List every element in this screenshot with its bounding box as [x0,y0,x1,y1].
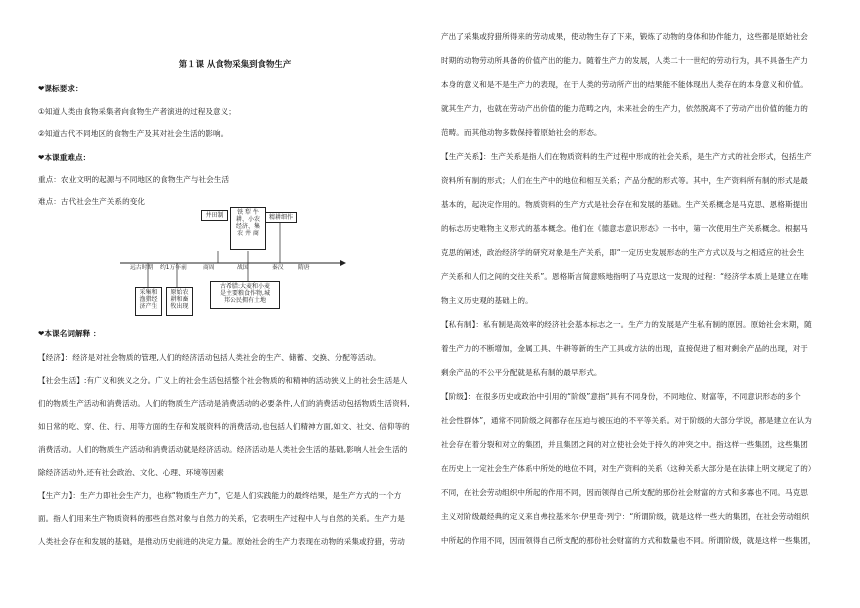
body-line: 【私有制】：私有制是高效率的经济社会基本标志之一。生产力的发展是产生私有制的原因。原始社会末期，随 [441,320,812,329]
body-line: 物主义历史观的基础上的。 [441,296,533,305]
body-line: 就其生产力，也就在劳动产出价值的能力范畴之内，未来社会的生产力，依然脱离不了劳动产出价值的能力的 [441,104,808,113]
body-line: 不同，在社会劳动组织中所起的作用不同，因而领得自己所支配的那份社会财富的方式和多寡也不同。马克思 [441,488,808,497]
body-line: 剩余产品的不公平分配就是私有制的最早形式。 [441,368,602,377]
body-line: 主义对阶级最经典的定义来自弗拉基米尔·伊里奇·列宁：“所谓阶级，就是这样一些大的集团，在社会劳动组织 [441,512,810,521]
timeline-label: 商周 [203,265,215,271]
ancient-greece-box: 古希腊:大麦和小麦 是主要粮食作物,城 邦公民拥有土地 [210,281,280,309]
standard-item: ①知道人类由食物采集者向食物生产者演进的过程及意义； [38,107,236,116]
well-field-box: 井田制 [201,210,228,221]
term-line: 如日常的吃、穿、住、行、用等方面的生存和发展资料的消费活动,也包括人们精神方面,如文、社交、信仰等的 [38,422,410,431]
body-line: 时期的动物劳动所具备的价值产出的能力。随着生产力的发展，人类二十一世纪的劳动行为，具不具备生产力 [441,56,808,65]
timeline-label: 隋唐 [298,265,310,271]
body-line: 着生产力的不断增加，金属工具、牛耕等新的生产工具或方法的出现，直接促进了相对剩余产品的出现，对于 [441,344,808,353]
timeline-label: 战国 [237,265,249,271]
body-line: 的标志历史唯物主义形式的基本概念。他们在《德意志意识形态》一书中，第一次使用生产关系概念。根据马 [441,224,808,233]
term-line: 们的物质生产活动和消费活动。人们的物质生产活动是消费活动的必要条件,人们的消费活动包括物质生活资料, [38,399,410,408]
term-line: 除经济活动外,还有社会政治、文化、心理、环境等因素 [38,468,224,477]
standard-item: ②知道古代不同地区的食物生产及其对社会生活的影响。 [38,129,229,138]
term-line: 【生产力】：生产力即社会生产力，也称“物质生产力”，它是人们实践能力的最终结果，是生产方式的一个方 [38,491,402,500]
intensive-farming-box: 精耕细作 [265,212,297,223]
lesson-title: 第１课 从食物采集到食物生产 [178,59,292,69]
timeline-label: 秦汉 [272,265,284,271]
agriculture-origin-box: 原始农 耕和畜 牧出现 [166,287,193,316]
body-line: 资料所有制的形式；人们在生产中的地位和相互关系；产品分配的形式等。其中，生产资料所有制的形式是最 [441,176,808,185]
body-line: 社会存在着分裂和对立的集团，并且集团之间的对立使社会处于持久的冲突之中。指这样一些集团，这些集团 [441,440,808,449]
keypoints-heading: ❤本课重难点： [38,153,91,162]
body-line: 范畴。而其他动物多数保持着原始社会的形态。 [441,128,602,137]
timeline-label: 约1万年前 [160,265,187,271]
standards-heading: ❤课标要求： [38,84,83,93]
term-line: 面。指人们用来生产物质资料的那些自然对象与自然力的关系，它表明生产过程中人与自然的关系。生产力是 [38,514,405,523]
body-line: 克思的阐述，政治经济学的研究对象是生产关系，即“一定历史发展形态的生产方式以及与之相适应的社会生 [441,248,805,257]
gatherers-box: 采集和 渔猎经 济产生 [135,287,162,316]
difficulty-text: 难点：古代社会生产关系的变化 [38,197,146,206]
body-line: 本身的意义和是不是生产力的表现，在于人类的劳动所产出的结果能不能体现出人类存在的本身意义和价值。 [441,80,808,89]
timeline-label: 远古时期 [130,265,154,271]
body-line: 产关系和人们之间的交往关系”。恩格斯言简意赅地指明了马克思这一发现的过程：“经济学本质上是建立在唯 [441,272,809,281]
body-line: 在历史上一定社会生产体系中所处的地位不同，对生产资料的关系（这种关系大部分是在法律上明文规定了的） [441,464,816,473]
body-line: 【生产关系】：生产关系是指人们在物质资料的生产过程中形成的社会关系，是生产方式的社会形式，包括生产 [441,152,812,161]
keypoint-text: 重点：农业文明的起源与不同地区的食物生产与社会生活 [38,175,230,184]
terms-heading: ❤本课名词解释 ： [38,329,101,338]
body-line: 社会性群体”，通常不同阶级之间都存在压迫与被压迫的不平等关系。对于阶级的大部分学说，都是建立在认为 [441,416,812,425]
body-line: 【阶级】：在很多历史或政治中引用的“阶级”意指“具有不同身份，不同地位、财富等，不同意识形态的多个 [441,392,801,401]
iron-plough-box: 铁 犁 牛 耕、小农 经济、集 农 井 商 [230,207,266,250]
timeline-diagram [120,207,350,332]
term-line: 【社会生活】:有广义和狭义之分。广义上的社会生活包括整个社会物质的和精神的活动狭义上的社会生活是人 [38,376,408,385]
term-line: 【经济】：经济是对社会物质的管理,人们的经济活动包括人类社会的生产、储蓄、交换、分配等活动。 [38,353,381,362]
term-line: 消费活动。人们的物质生产活动和消费活动就是经济活动。经济活动是人类社会生活的基础,影响人社会生活的 [38,445,408,454]
body-line: 中所起的作用不同，因而领得自己所支配的那份社会财富的方式和数量也不同。所谓阶级，就是这样一些集团， [441,536,816,545]
term-line: 人类社会存在和发展的基础，是推动历史前进的决定力量。原始社会的生产力表现在动物的采集或狩猎，劳动 [38,537,405,546]
body-line: 产出了采集或狩猎所得来的劳动成果，使动物生存了下来，锻炼了动物的身体和协作能力，这些都是原始社会 [441,32,808,41]
body-line: 基本的，起决定作用的。物质资料的生产方式是社会存在和发展的基础。生产关系概念是马克思、恩格斯提出 [441,200,808,209]
